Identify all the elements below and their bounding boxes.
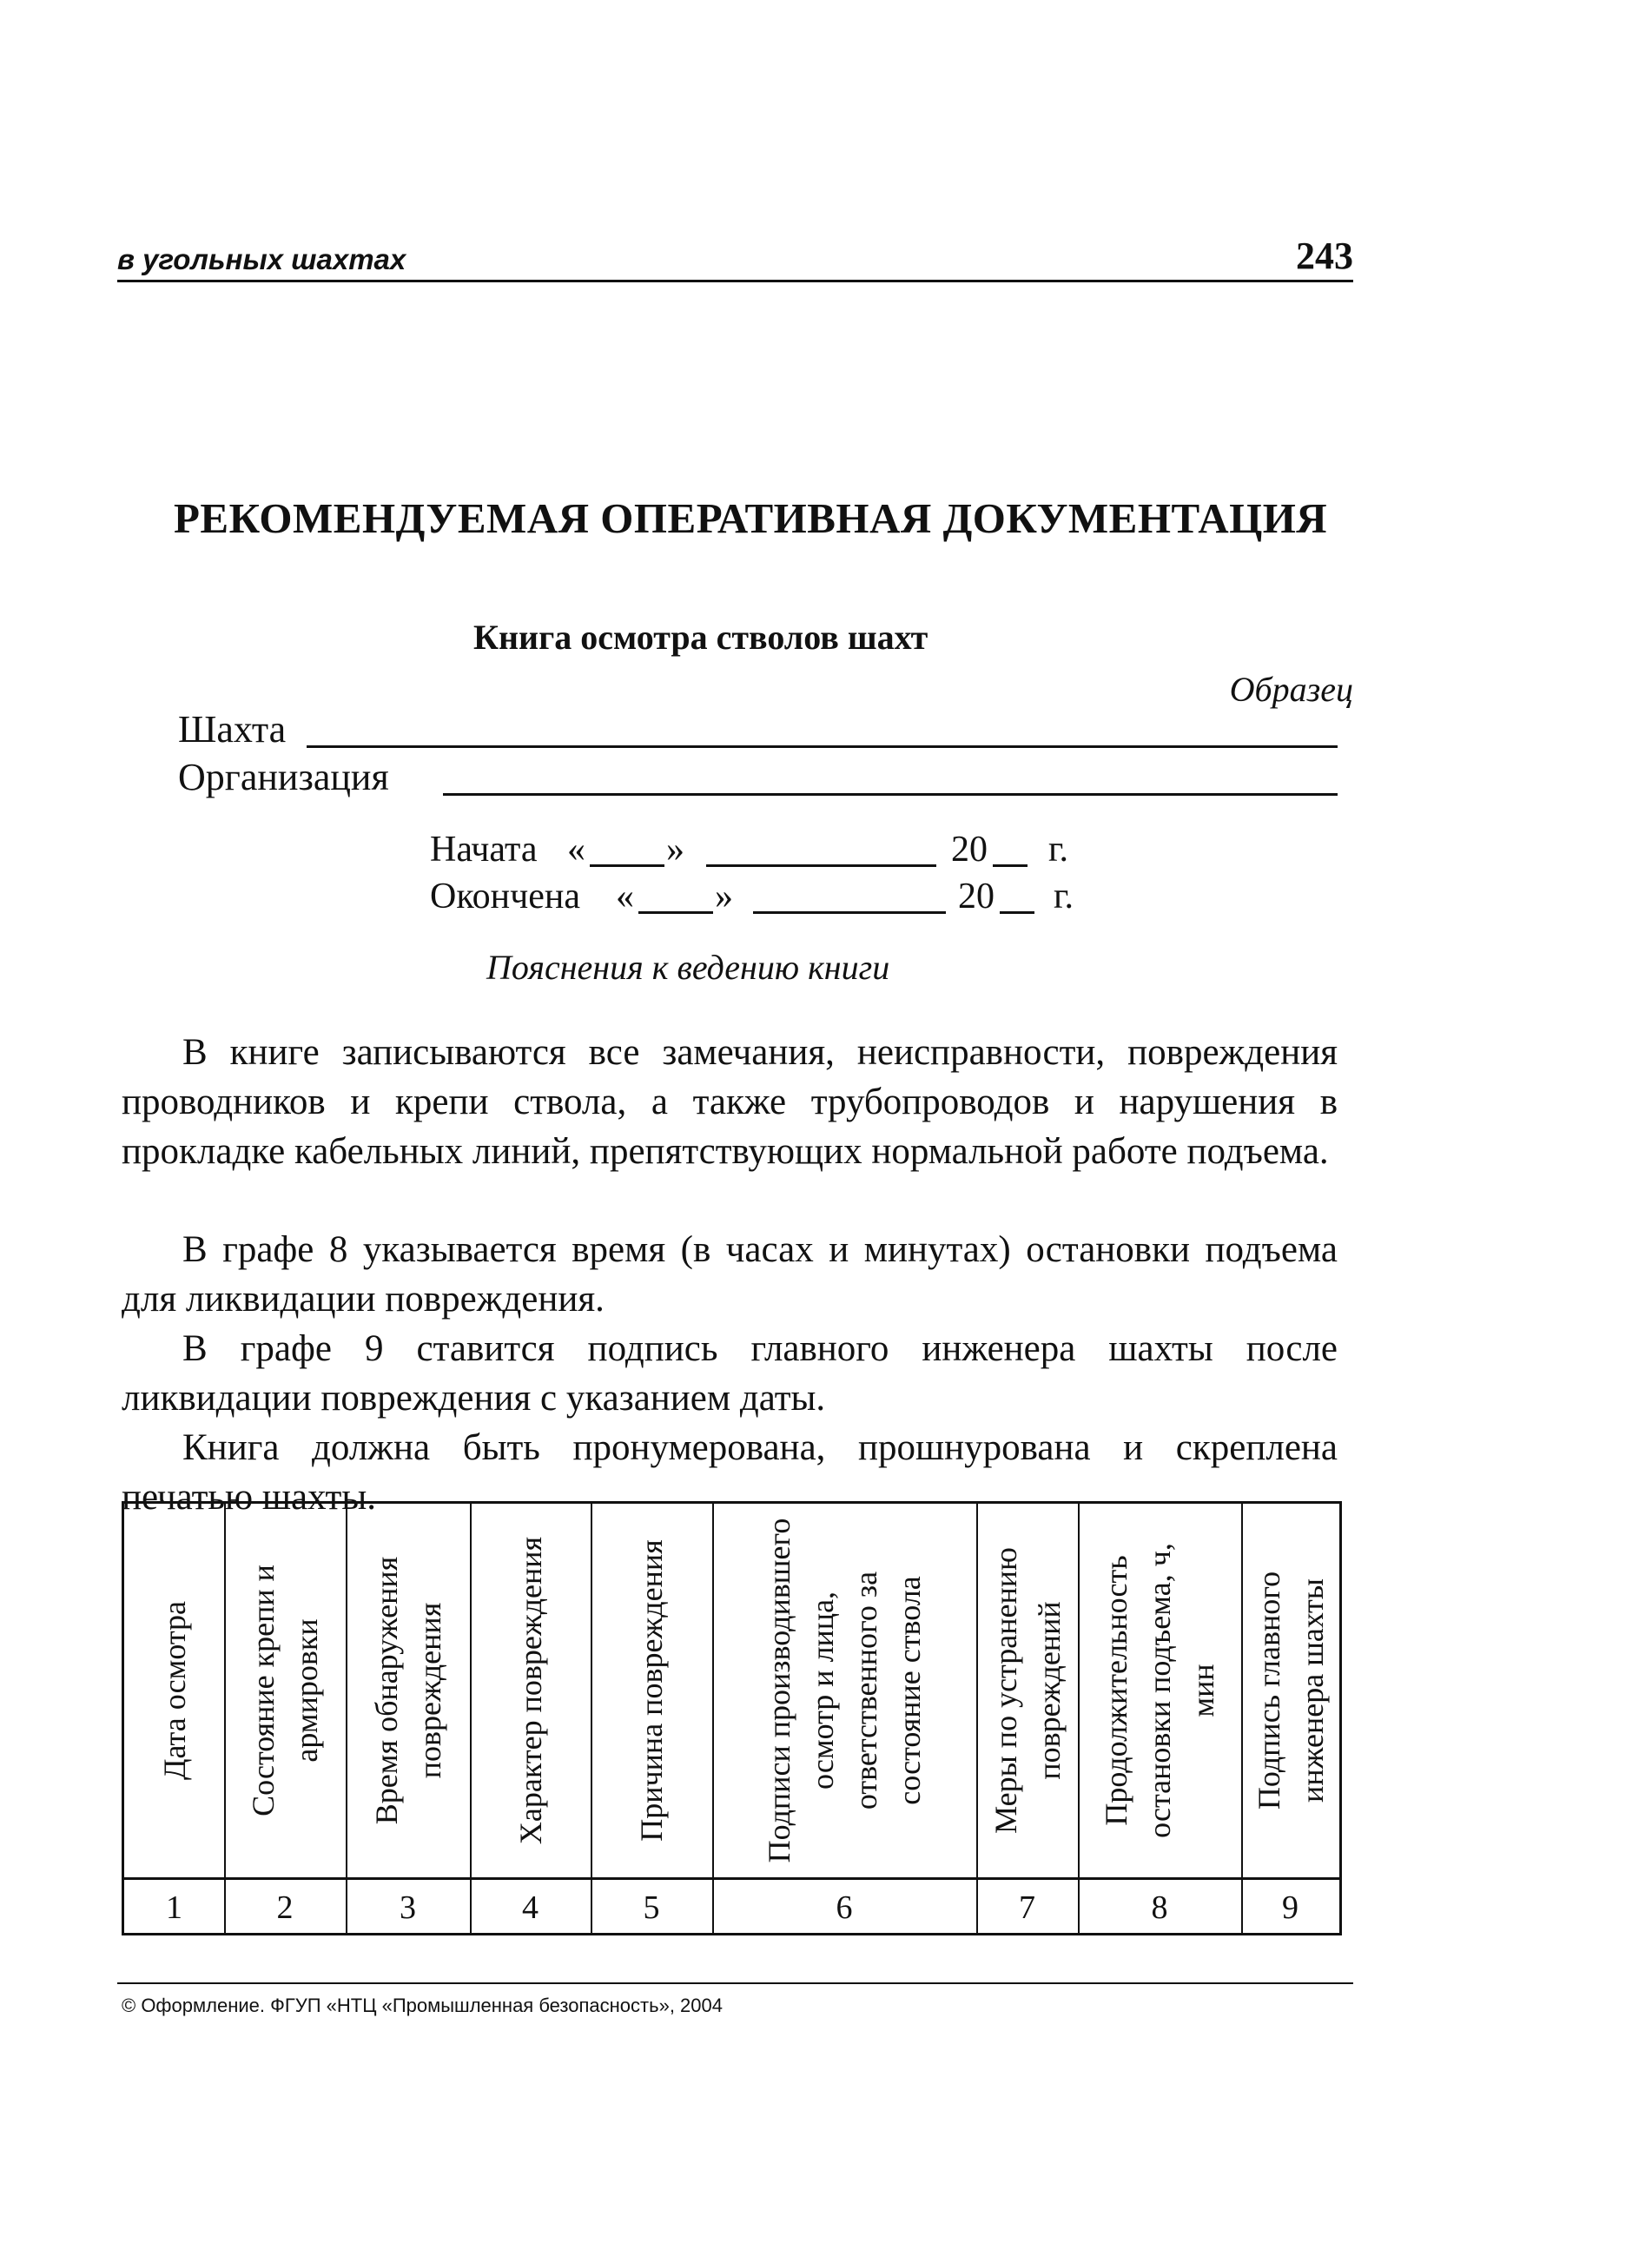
table-header-cell — [1078, 1504, 1241, 1877]
mine-field-blank — [307, 745, 1338, 748]
running-head-title: в угольных шахтах — [117, 243, 406, 275]
table-column-number: 2 — [276, 1889, 294, 1926]
table-header-cell — [346, 1504, 470, 1877]
table-header-text: Характер повреждения — [512, 1536, 548, 1845]
table-header-cell — [124, 1504, 224, 1877]
started-month-blank — [706, 864, 936, 867]
started-year-suffix: г. — [1048, 830, 1068, 870]
started-label: Начата — [430, 830, 538, 870]
mine-field-label: Шахта — [178, 708, 287, 751]
book-title: Книга осмотра стволов шахт — [473, 618, 928, 657]
ended-year-blank — [1000, 911, 1034, 914]
paragraph: В книге записываются все замечания, неисправности, повреждения проводников и крепи ствола, а также трубопроводов и нарушения в прокладке кабельных линий, препятствующих нормальной работе подъема. — [122, 1032, 1338, 1172]
close-quote: » — [715, 877, 733, 916]
table-header-cell — [712, 1504, 976, 1877]
paragraph: В графе 9 ставится подпись главного инженера шахты после ликвидации повреждения с указанием даты. — [122, 1328, 1338, 1419]
table-column-number: 9 — [1282, 1889, 1298, 1926]
ended-month-blank — [753, 911, 946, 914]
table-header-text: Подпись главного инженера шахты — [1251, 1571, 1330, 1810]
table-header-cell — [976, 1504, 1078, 1877]
ended-date-row — [430, 874, 1107, 917]
ended-day-blank — [638, 911, 713, 914]
started-day-blank — [590, 864, 664, 867]
started-date-row — [430, 827, 1107, 870]
paragraph: В графе 8 указывается время (в часах и минутах) остановки подъема для ликвидации повреждения. — [122, 1229, 1338, 1320]
table-header-cell — [470, 1504, 591, 1877]
table-header-text: Причина повреждения — [634, 1539, 669, 1842]
table-column-number: 1 — [166, 1889, 182, 1926]
organization-field — [178, 756, 1338, 799]
table-column-number: 3 — [400, 1889, 416, 1926]
ended-label: Окончена — [430, 877, 580, 916]
table-column-number: 8 — [1151, 1889, 1168, 1926]
organization-field-label: Организация — [178, 756, 389, 798]
ended-year-suffix: г. — [1054, 877, 1074, 916]
inspection-table — [122, 1501, 1342, 1935]
close-quote: » — [666, 830, 684, 870]
table-header-text: Продолжительность остановки подъема, ч, мин — [1099, 1543, 1220, 1838]
mine-field — [178, 708, 1338, 751]
page-number: 243 — [1296, 235, 1353, 277]
table-column-number: 4 — [522, 1889, 539, 1926]
started-year-prefix: 20 — [951, 830, 988, 870]
table-header-text: Подписи производившего осмотр и лица, ответственного за состояние ствола — [762, 1518, 927, 1863]
table-header-text: Меры по устранению повреждений — [988, 1547, 1067, 1834]
table-header-text: Дата осмотра — [156, 1600, 192, 1781]
organization-field-blank — [443, 793, 1338, 796]
explanations-title: Пояснения к ведению книги — [486, 948, 890, 987]
footer-copyright: © Оформление. ФГУП «НТЦ «Промышленная безопасность», 2004 — [122, 1995, 723, 2016]
table-header-cell — [591, 1504, 712, 1877]
section-title: РЕКОМЕНДУЕМАЯ ОПЕРАТИВНАЯ ДОКУМЕНТАЦИЯ — [174, 494, 1328, 542]
table-header-text: Состояние крепи и армировки — [246, 1565, 324, 1816]
running-head — [117, 235, 1353, 282]
ended-year-prefix: 20 — [958, 877, 995, 916]
started-year-blank — [993, 864, 1028, 867]
open-quote: « — [616, 877, 634, 916]
table-column-number: 7 — [1019, 1889, 1035, 1926]
footer-divider — [117, 1982, 1353, 1984]
table-header-cell — [1241, 1504, 1339, 1877]
sample-label: Образец — [1229, 670, 1353, 709]
table-header-cell — [224, 1504, 346, 1877]
open-quote: « — [567, 830, 585, 870]
table-column-number: 6 — [836, 1889, 853, 1926]
table-header-text: Время обнаружения повреждения — [368, 1556, 447, 1825]
paragraph: Книга должна быть пронумерована, прошнурована и скреплена печатью шахты. — [122, 1427, 1338, 1518]
table-column-number: 5 — [643, 1889, 660, 1926]
